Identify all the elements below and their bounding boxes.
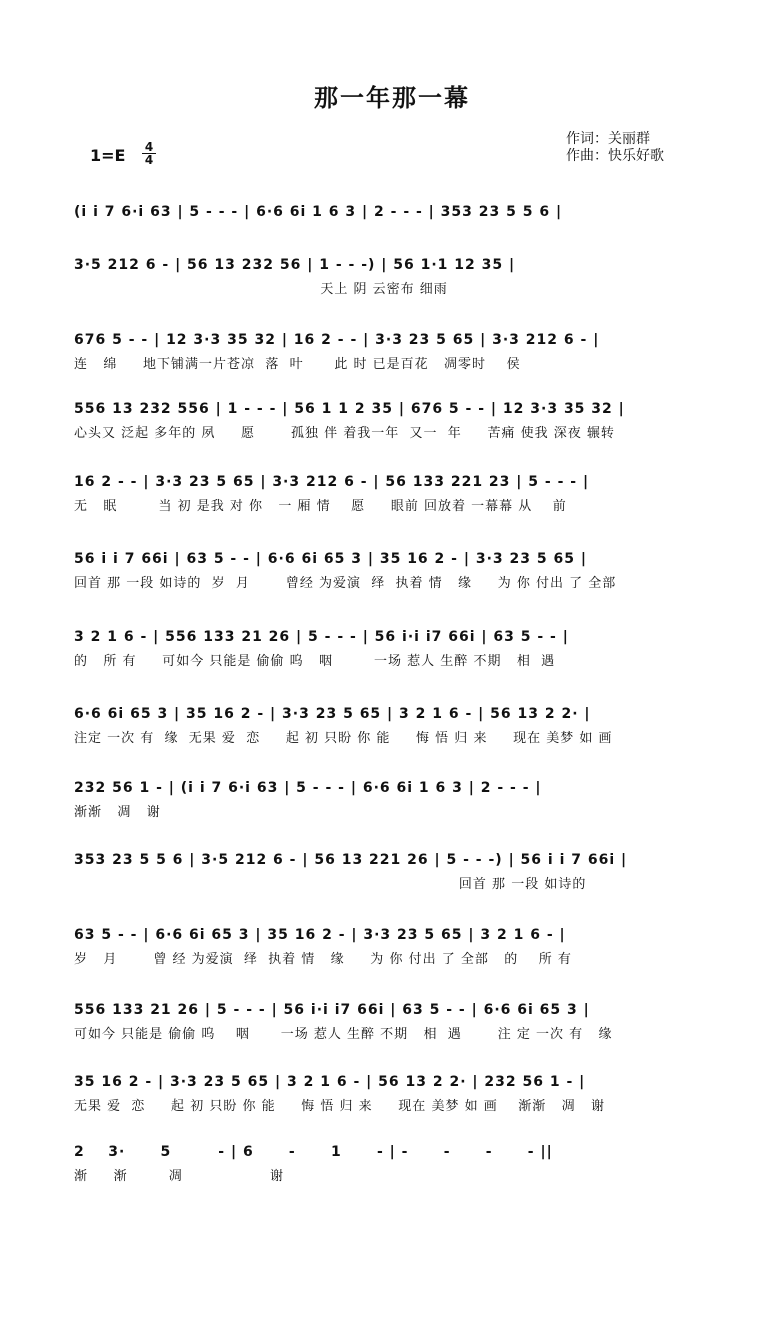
credits [566,131,664,165]
lyrics-line: 无果 爱 恋 起 初 只盼 你 能 悔 悟 归 来 现在 美梦 如 画 渐渐 凋 谢 [74,1099,606,1114]
score-system-8 [74,700,710,750]
score-system-1 [74,198,710,248]
score-system-14 [74,1138,710,1188]
time-signature-top: 4 [142,141,156,154]
notes-line: 556 13 232 556 | 1 - - - | 56 1 1 2 35 | 676 5 - - | 12 3·3 35 32 | [74,401,625,417]
notes-line: 3·5 212 6 - | 56 13 232 56 | 1 - - -) | 56 1·1 12 35 | [74,257,516,273]
score-system-7 [74,623,710,673]
key-signature: 1=E [90,146,126,165]
lyrics-line: 的 所 有 可如今 只能是 偷偷 呜 咽 一场 惹人 生醉 不期 相 遇 [74,654,556,669]
score-system-12 [74,996,710,1046]
time-signature [142,141,156,166]
score-system-13 [74,1068,710,1118]
notes-line: 6·6 6i 65 3 | 35 16 2 - | 3·3 23 5 65 | 3 2 1 6 - | 56 13 2 2· | [74,706,591,722]
notes-line: 16 2 - - | 3·3 23 5 65 | 3·3 212 6 - | 56 133 221 23 | 5 - - - | [74,474,590,490]
lyrics-line: 可如今 只能是 偷偷 呜 咽 一场 惹人 生醉 不期 相 遇 注 定 一次 有 缘 [74,1027,613,1042]
lyrics-line: 注定 一次 有 缘 无果 爱 恋 起 初 只盼 你 能 悔 悟 归 来 现在 美梦 如 画 [74,731,613,746]
song-title: 那一年那一幕 [314,84,470,112]
score-system-3 [74,326,710,376]
lyrics-line: 连 绵 地下铺满一片苍凉 落 叶 此 时 已是百花 凋零时 侯 [74,357,521,372]
notes-line: 353 23 5 5 6 | 3·5 212 6 - | 56 13 221 26 | 5 - - -) | 56 i i 7 66i | [74,852,628,868]
notes-line: 2 3· 5 - | 6 - 1 - | - - - - || [74,1144,553,1160]
notes-line: 232 56 1 - | (i i 7 6·i 63 | 5 - - - | 6·6 6i 1 6 3 | 2 - - - | [74,780,542,796]
notes-line: 676 5 - - | 12 3·3 35 32 | 16 2 - - | 3·3 23 5 65 | 3·3 212 6 - | [74,332,600,348]
lyrics-line: 回首 那 一段 如诗的 岁 月 曾经 为爱演 绎 执着 情 缘 为 你 付出 了 全部 [74,576,617,591]
notes-line: (i i 7 6·i 63 | 5 - - - | 6·6 6i 1 6 3 | 2 - - - | 353 23 5 5 6 | [74,204,563,220]
notes-line: 63 5 - - | 6·6 6i 65 3 | 35 16 2 - | 3·3 23 5 65 | 3 2 1 6 - | [74,927,566,943]
lyrics-line: 回首 那 一段 如诗的 [74,877,587,892]
lyrics-line: 心头又 泛起 多年的 夙 愿 孤独 伴 着我一年 又一 年 苦痛 使我 深夜 辗转 [74,426,615,441]
lyrics-line: 天上 阴 云密布 细雨 [74,282,448,297]
notes-line: 3 2 1 6 - | 556 133 21 26 | 5 - - - | 56 i·i i7 66i | 63 5 - - | [74,629,569,645]
score-system-10 [74,846,710,896]
lyrics-line: 渐 渐 凋 谢 [74,1169,284,1184]
score-system-2 [74,251,710,301]
score-system-9 [74,774,710,824]
time-signature-bottom: 4 [144,153,154,167]
lyrics-line [74,226,710,248]
lyricist: 作词：关丽群 [566,131,650,147]
composer: 作曲：快乐好歌 [566,148,664,164]
notes-line: 556 133 21 26 | 5 - - - | 56 i·i i7 66i | 63 5 - - | 6·6 6i 65 3 | [74,1002,590,1018]
score-system-11 [74,921,710,971]
notes-line: 56 i i 7 66i | 63 5 - - | 6·6 6i 65 3 | 35 16 2 - | 3·3 23 5 65 | [74,551,587,567]
score-system-5 [74,468,710,518]
lyrics-line: 渐渐 凋 谢 [74,805,161,820]
notes-line: 35 16 2 - | 3·3 23 5 65 | 3 2 1 6 - | 56 13 2 2· | 232 56 1 - | [74,1074,586,1090]
lyrics-line: 岁 月 曾 经 为爱演 绎 执着 情 缘 为 你 付出 了 全部 的 所 有 [74,952,572,967]
score-system-4 [74,395,710,445]
score-system-6 [74,545,710,595]
lyrics-line: 无 眠 当 初 是我 对 你 一 厢 情 愿 眼前 回放着 一幕幕 从 前 [74,499,567,514]
